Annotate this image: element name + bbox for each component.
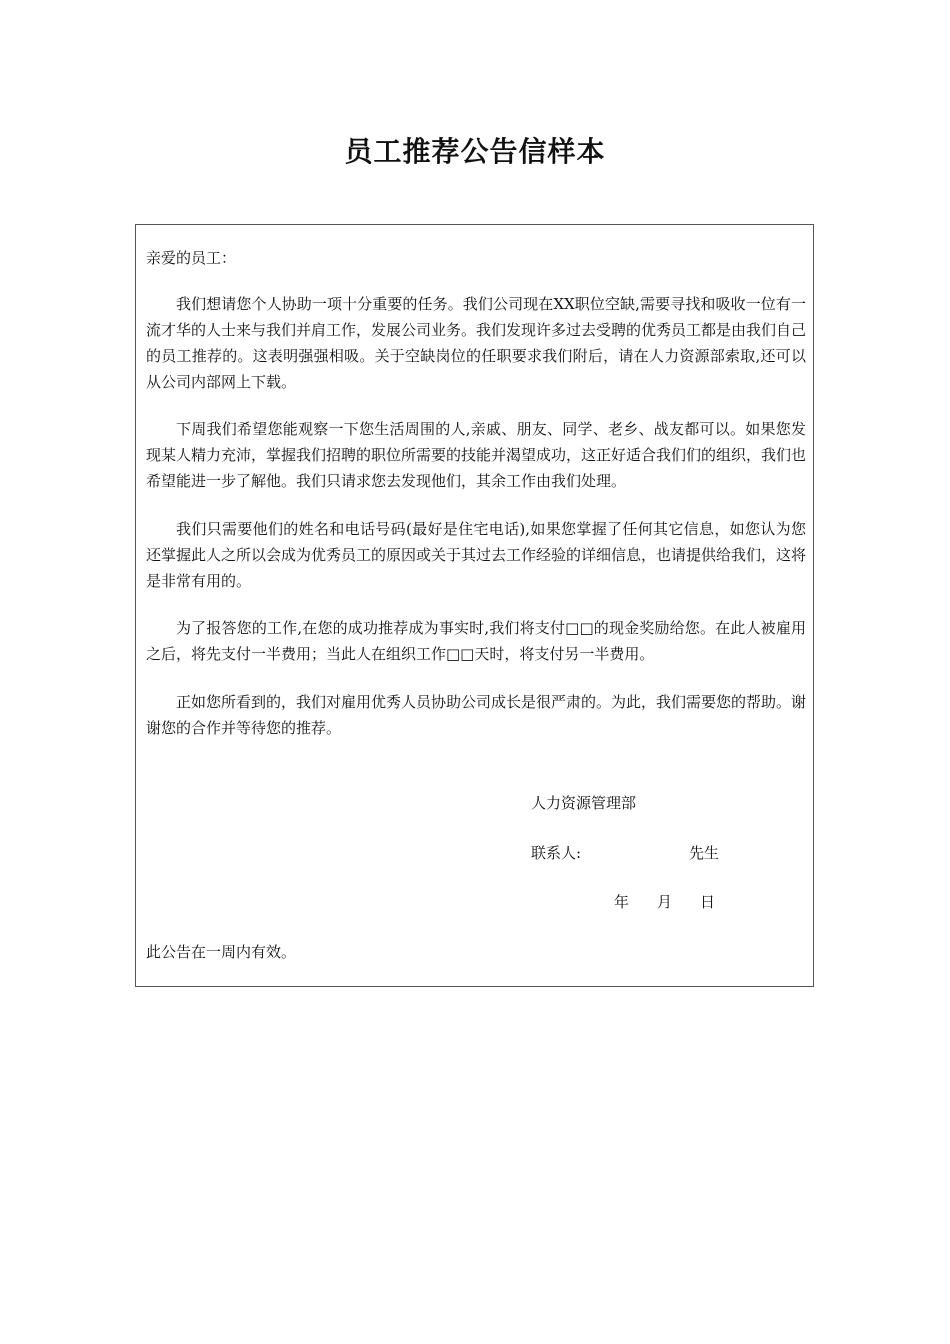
validity-note: 此公告在一周内有效。 xyxy=(146,943,297,961)
letter-box xyxy=(135,224,814,987)
contact-label: 联系人: xyxy=(531,844,582,862)
signature-date xyxy=(614,889,715,915)
page-title: 员工推荐公告信样本 xyxy=(344,135,606,168)
signature-department: 人力资源管理部 xyxy=(531,794,637,812)
contact-title: 先生 xyxy=(689,844,720,862)
date-day: 日 xyxy=(700,893,716,911)
paragraph-4: 为了报答您的工作,在您的成功推荐成为事实时,我们将支付□□的现金奖励给您。在此人被雇用之后，将先支付一半费用；当此人在组织工作□□天时，将支付另一半费用。 xyxy=(146,619,806,663)
paragraph-2: 下周我们希望您能观察一下您生活周围的人,亲戚、朋友、同学、老乡、战友都可以。如果您发现某人精力充沛，掌握我们招聘的职位所需要的技能并渴望成功，这正好适合我们们的组织，我们也希望能进一步了解他。我们只请求您去发现他们，其余工作由我们处理。 xyxy=(146,420,807,490)
date-month: 月 xyxy=(657,893,673,911)
salutation: 亲爱的员工： xyxy=(146,249,237,267)
paragraph-5: 正如您所看到的，我们对雇用优秀人员协助公司成长是很严肃的。为此，我们需要您的帮助。谢谢您的合作并等待您的推荐。 xyxy=(146,693,807,737)
paragraph-1: 我们想请您个人协助一项十分重要的任务。我们公司现在XX职位空缺,需要寻找和吸收一位有一流才华的人士来与我们并肩工作，发展公司业务。我们发现许多过去受聘的优秀员工都是由我们自己的员工推荐的。这表明强强相吸。关于空缺岗位的任职要求我们附后，请在人力资源部索取,还可以从公司内部网上下载。 xyxy=(146,295,807,391)
paragraph-3: 我们只需要他们的姓名和电话号码(最好是住宅电话),如果您掌握了任何其它信息，如您认为您还掌握此人之所以会成为优秀员工的原因或关于其过去工作经验的详细信息，也请提供给我们，这将是非常有用的。 xyxy=(146,520,807,590)
date-year: 年 xyxy=(614,893,630,911)
